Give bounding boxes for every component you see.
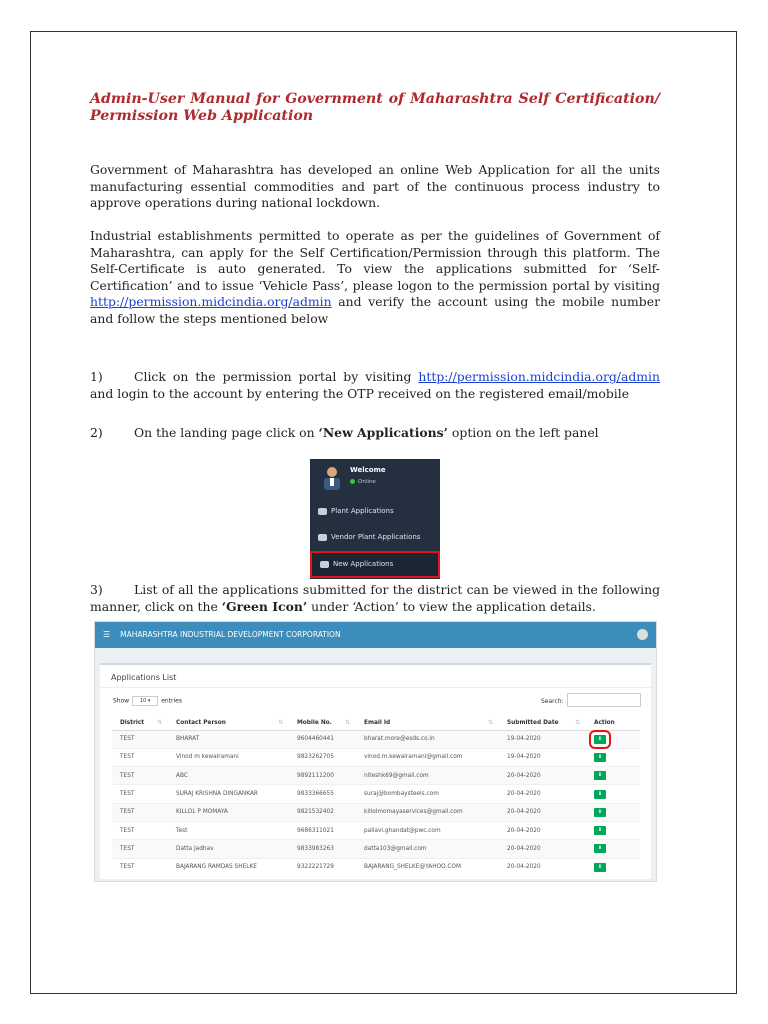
cell-submitted-date: 19-04-2020 (499, 748, 586, 766)
cell-email: niteshk69@gmail.com (356, 767, 499, 785)
table-row (112, 785, 640, 803)
user-icon[interactable] (637, 629, 648, 640)
applications-table (112, 716, 640, 876)
step-1 (90, 369, 660, 402)
cell-action (586, 803, 640, 821)
cell-mobile: 9821532402 (289, 803, 356, 821)
step-3-bold: ‘Green Icon’ (221, 598, 308, 614)
step-1-number: 1) (90, 369, 103, 384)
sidebar-item-label: New Applications (333, 560, 394, 568)
column-header-district[interactable]: District ⇅ (112, 716, 168, 730)
view-application-icon[interactable]: ⬇ (594, 844, 606, 853)
cell-action (586, 821, 640, 839)
cell-district: TEST (112, 803, 168, 821)
instructions-paragraph (90, 228, 660, 327)
cell-contact-person: ABC (168, 767, 289, 785)
entries-length-control (113, 696, 182, 706)
cell-district: TEST (112, 748, 168, 766)
step-2-text-before: On the landing page click on (134, 425, 319, 440)
view-application-icon[interactable]: ⬇ (594, 790, 606, 799)
cell-contact-person: BAJARANG RAMDAS SHELKE (168, 858, 289, 876)
entries-select[interactable]: 10 ▾ (132, 696, 158, 706)
sidebar-status (350, 479, 376, 485)
show-label: Show (113, 697, 130, 705)
sort-icon: ⇅ (575, 719, 580, 726)
step-3-text-after: under ‘Action’ to view the application details. (307, 598, 596, 614)
cell-mobile: 9833366655 (289, 785, 356, 803)
cell-submitted-date: 20-04-2020 (499, 767, 586, 785)
sidebar-status-text: Online (358, 479, 376, 485)
user-avatar-icon (320, 465, 344, 491)
cell-action (586, 748, 640, 766)
app-header (95, 622, 656, 648)
entries-select-value: 10 (139, 698, 147, 704)
sort-icon: ⇅ (278, 719, 283, 726)
cell-mobile: 9892111200 (289, 767, 356, 785)
column-header-mobile[interactable]: Mobile No. ⇅ (289, 716, 356, 730)
table-row (112, 840, 640, 858)
cell-action (586, 840, 640, 858)
cell-contact-person: Vinod m kewalramani (168, 748, 289, 766)
column-header-contact-person[interactable]: Contact Person ⇅ (168, 716, 289, 730)
sidebar-item-vendor-plant-applications[interactable] (310, 525, 440, 549)
cell-action (586, 767, 640, 785)
cell-mobile: 9833983263 (289, 840, 356, 858)
view-application-icon[interactable]: ⬇ (594, 808, 606, 817)
dashboard-icon (318, 534, 327, 541)
step-1-text-before: Click on the permission portal by visiting (134, 369, 419, 384)
cell-submitted-date: 20-04-2020 (499, 821, 586, 839)
cell-mobile: 9823262705 (289, 748, 356, 766)
sort-icon: ⇅ (488, 719, 493, 726)
cell-email: killolmomayaservices@gmail.com (356, 803, 499, 821)
cell-district: TEST (112, 821, 168, 839)
cell-action (586, 730, 640, 748)
step-3-number: 3) (90, 582, 103, 597)
dashboard-icon (318, 508, 327, 515)
cell-action (586, 785, 640, 803)
cell-mobile: 9604460441 (289, 730, 356, 748)
sidebar-screenshot (310, 459, 440, 579)
cell-submitted-date: 20-04-2020 (499, 840, 586, 858)
column-header-submitted-date[interactable]: Submitted Date ⇅ (499, 716, 586, 730)
cell-email: pallavi.ghandat@pwc.com (356, 821, 499, 839)
cell-submitted-date: 20-04-2020 (499, 785, 586, 803)
search-input[interactable] (567, 693, 641, 707)
view-application-icon[interactable]: ⬇ (594, 863, 606, 872)
cell-contact-person: SURAJ KRISHNA DINGANKAR (168, 785, 289, 803)
cell-email: datta103@gmail.com (356, 840, 499, 858)
intro-paragraph: Government of Maharashtra has developed an online Web Application for all the units manufacturing essential commodities and part of the continuous process industry to approve operations during national lockdown. (90, 162, 660, 210)
cell-email: suraj@bombaysteels.com (356, 785, 499, 803)
view-application-icon[interactable]: ⬇ (594, 826, 606, 835)
search-control (541, 696, 641, 707)
step-2 (90, 425, 660, 442)
cell-district: TEST (112, 840, 168, 858)
admin-portal-link[interactable]: http://permission.midcindia.org/admin (90, 294, 332, 309)
table-row (112, 730, 640, 748)
para2-text-after: and verify the account using the mobile number and follow the steps mentioned below (90, 294, 660, 326)
hamburger-menu-icon[interactable]: ☰ (103, 630, 111, 639)
online-dot-icon (350, 479, 355, 484)
step-3 (90, 582, 660, 615)
cell-submitted-date: 19-04-2020 (499, 730, 586, 748)
cell-district: TEST (112, 730, 168, 748)
view-application-icon[interactable]: ⬇ (594, 753, 606, 762)
step-2-number: 2) (90, 425, 103, 440)
sort-icon: ⇅ (345, 719, 350, 726)
cell-email: bharat.more@esds.co.in (356, 730, 499, 748)
table-row (112, 858, 640, 876)
table-row (112, 748, 640, 766)
sidebar-item-plant-applications[interactable] (310, 499, 440, 523)
cell-contact-person: Datta Jadhav (168, 840, 289, 858)
cell-submitted-date: 20-04-2020 (499, 803, 586, 821)
cell-submitted-date: 20-04-2020 (499, 858, 586, 876)
app-header-title: MAHARASHTRA INDUSTRIAL DEVELOPMENT CORPORATION (120, 630, 341, 639)
applications-screenshot (94, 621, 657, 882)
cell-district: TEST (112, 767, 168, 785)
cell-contact-person: Test (168, 821, 289, 839)
cell-action (586, 858, 640, 876)
cell-district: TEST (112, 858, 168, 876)
view-application-icon[interactable]: ⬇ (594, 735, 606, 744)
table-row (112, 767, 640, 785)
cell-contact-person: KILLOL P MOMAYA (168, 803, 289, 821)
applications-panel (100, 663, 651, 879)
document-title (90, 91, 660, 125)
cell-mobile: 9322221729 (289, 858, 356, 876)
step-2-bold: ‘New Applications’ (318, 425, 448, 440)
para2-text-before: Industrial establishments permitted to operate as per the guidelines of Government of Maharashtra, can apply for the Self Certification/Permission through this platform. The Self-Certificate is auto generated. To view the applications submitted for ‘Self-Certification’ and to issue ‘Vehicle Pass’, please logon to the permission portal by visiting (90, 228, 660, 293)
sort-icon: ⇅ (157, 719, 162, 726)
view-application-icon[interactable]: ⬇ (594, 771, 606, 780)
title-line-1: Admin-User Manual for Government of Maharashtra Self Certification/ (90, 91, 660, 107)
sidebar-welcome: Welcome (350, 466, 386, 474)
search-label: Search: (541, 698, 564, 705)
panel-title: Applications List (111, 673, 177, 682)
column-header-action: Action (586, 716, 640, 730)
table-row (112, 803, 640, 821)
step-1-portal-link[interactable]: http://permission.midcindia.org/admin (418, 369, 660, 384)
table-row (112, 821, 640, 839)
sidebar-item-label: Vendor Plant Applications (331, 533, 421, 541)
title-line-2: Permission Web Application (90, 108, 314, 124)
step-3-text-before: List of all the applications submitted for the district can be viewed in the following manner, click on the (90, 582, 660, 614)
column-header-email[interactable]: Email Id ⇅ (356, 716, 499, 730)
sidebar-item-new-applications[interactable] (310, 551, 440, 578)
panel-divider (100, 687, 651, 688)
cell-mobile: 9686311021 (289, 821, 356, 839)
step-2-text-after: option on the left panel (447, 425, 599, 440)
entries-label: entries (161, 697, 183, 705)
table-header-row (112, 716, 640, 730)
dashboard-icon (320, 561, 329, 568)
cell-district: TEST (112, 785, 168, 803)
cell-email: BAJARANG_SHELKE@YAHOO.COM (356, 858, 499, 876)
cell-contact-person: BHARAT (168, 730, 289, 748)
cell-email: vinod.m.kewalramani@gmail.com (356, 748, 499, 766)
step-1-text-after: and login to the account by entering the OTP received on the registered email/mobile (90, 385, 630, 401)
sidebar-item-label: Plant Applications (331, 507, 394, 515)
